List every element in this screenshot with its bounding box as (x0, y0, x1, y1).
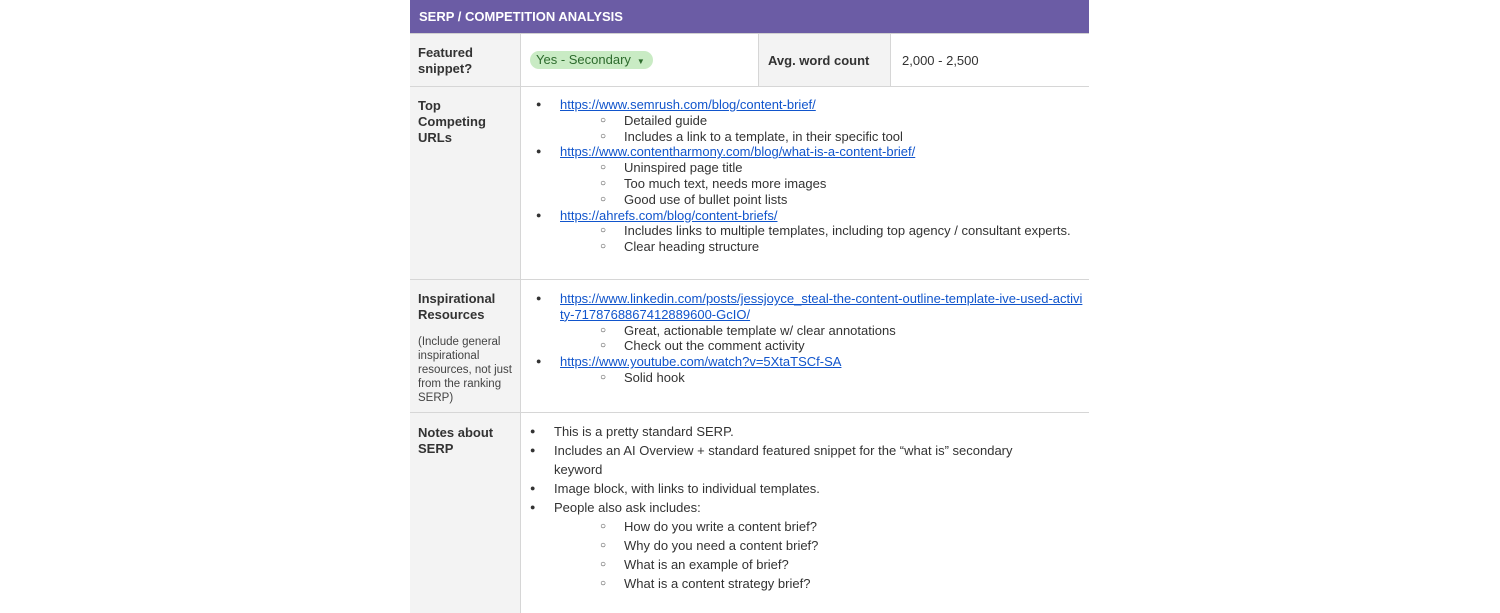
row-label: Top Competing URLs (410, 87, 521, 279)
sub-list-item: ○ Check out the comment activity (521, 338, 1083, 354)
row-sublabel: (Include general inspirational resources, not just from the ranking SERP) (418, 336, 512, 404)
list-item: ● Image block, with links to individual templates. (521, 479, 1059, 498)
sub-list-item: ○ Why do you need a content brief? (521, 536, 1059, 555)
notes-row (410, 413, 1089, 613)
url-link[interactable]: https://www.linkedin.com/posts/jessjoyce_steal-the-content-outline-template-ive-used-activity-7178768867412889600-GcIO/ (560, 291, 1083, 322)
sub-list-item: ○ Detailed guide (521, 113, 1089, 129)
sub-list-item: ○ What is a content strategy brief? (521, 574, 1059, 593)
competing-urls-row (410, 87, 1089, 280)
list-item (521, 144, 1089, 160)
sub-list-item: ○ Clear heading structure (521, 239, 1089, 255)
row-label: Inspirational Resources (418, 291, 496, 322)
avg-word-count-value: 2,000 - 2,500 (902, 53, 979, 68)
list-item: ● Includes an AI Overview + standard featured snippet for the “what is” secondary keyword (521, 441, 1059, 479)
sub-list-item: ○ Too much text, needs more images (521, 176, 1089, 192)
sub-list-item: ○ Includes a link to a template, in their specific tool (521, 129, 1089, 145)
url-link[interactable]: https://www.youtube.com/watch?v=5XtaTSCf-SA (560, 354, 842, 370)
sub-list-item: ○ Great, actionable template w/ clear annotations (521, 323, 1083, 339)
list-item (521, 208, 1089, 224)
inspirational-row (410, 280, 1089, 413)
notes-list (521, 422, 1059, 593)
sub-list-item: ○ Uninspired page title (521, 160, 1089, 176)
list-item (521, 354, 1083, 370)
competing-urls-list (521, 97, 1089, 255)
avg-word-count-label: Avg. word count (759, 34, 891, 86)
url-link[interactable]: https://ahrefs.com/blog/content-briefs/ (560, 207, 778, 223)
sub-list-item: ○ Good use of bullet point lists (521, 192, 1089, 208)
url-link[interactable]: https://www.contentharmony.com/blog/what-is-a-content-brief/ (560, 144, 916, 160)
list-item: ● People also ask includes: (521, 498, 1059, 517)
sub-list-item: ○ Includes links to multiple templates, including top agency / consultant experts. (521, 223, 1089, 239)
sub-list-item: ○ How do you write a content brief? (521, 517, 1059, 536)
row-label: Featured snippet? (410, 34, 521, 86)
sub-list-item: ○ What is an example of brief? (521, 555, 1059, 574)
featured-snippet-dropdown[interactable] (530, 51, 653, 69)
serp-analysis-table (410, 0, 1089, 613)
list-item: ● This is a pretty standard SERP. (521, 422, 1059, 441)
url-link[interactable]: https://www.semrush.com/blog/content-brief/ (560, 97, 816, 112)
list-item (521, 291, 1083, 323)
dropdown-value: Yes - Secondary (536, 52, 631, 67)
featured-snippet-row (410, 34, 1089, 87)
list-item (521, 97, 1089, 113)
inspirational-list (521, 291, 1083, 386)
section-header: SERP / COMPETITION ANALYSIS (410, 0, 1089, 34)
row-label: Notes about SERP (410, 413, 521, 613)
row-label-cell (410, 280, 521, 412)
chevron-down-icon: ▼ (636, 57, 645, 66)
sub-list-item: ○ Solid hook (521, 370, 1083, 386)
